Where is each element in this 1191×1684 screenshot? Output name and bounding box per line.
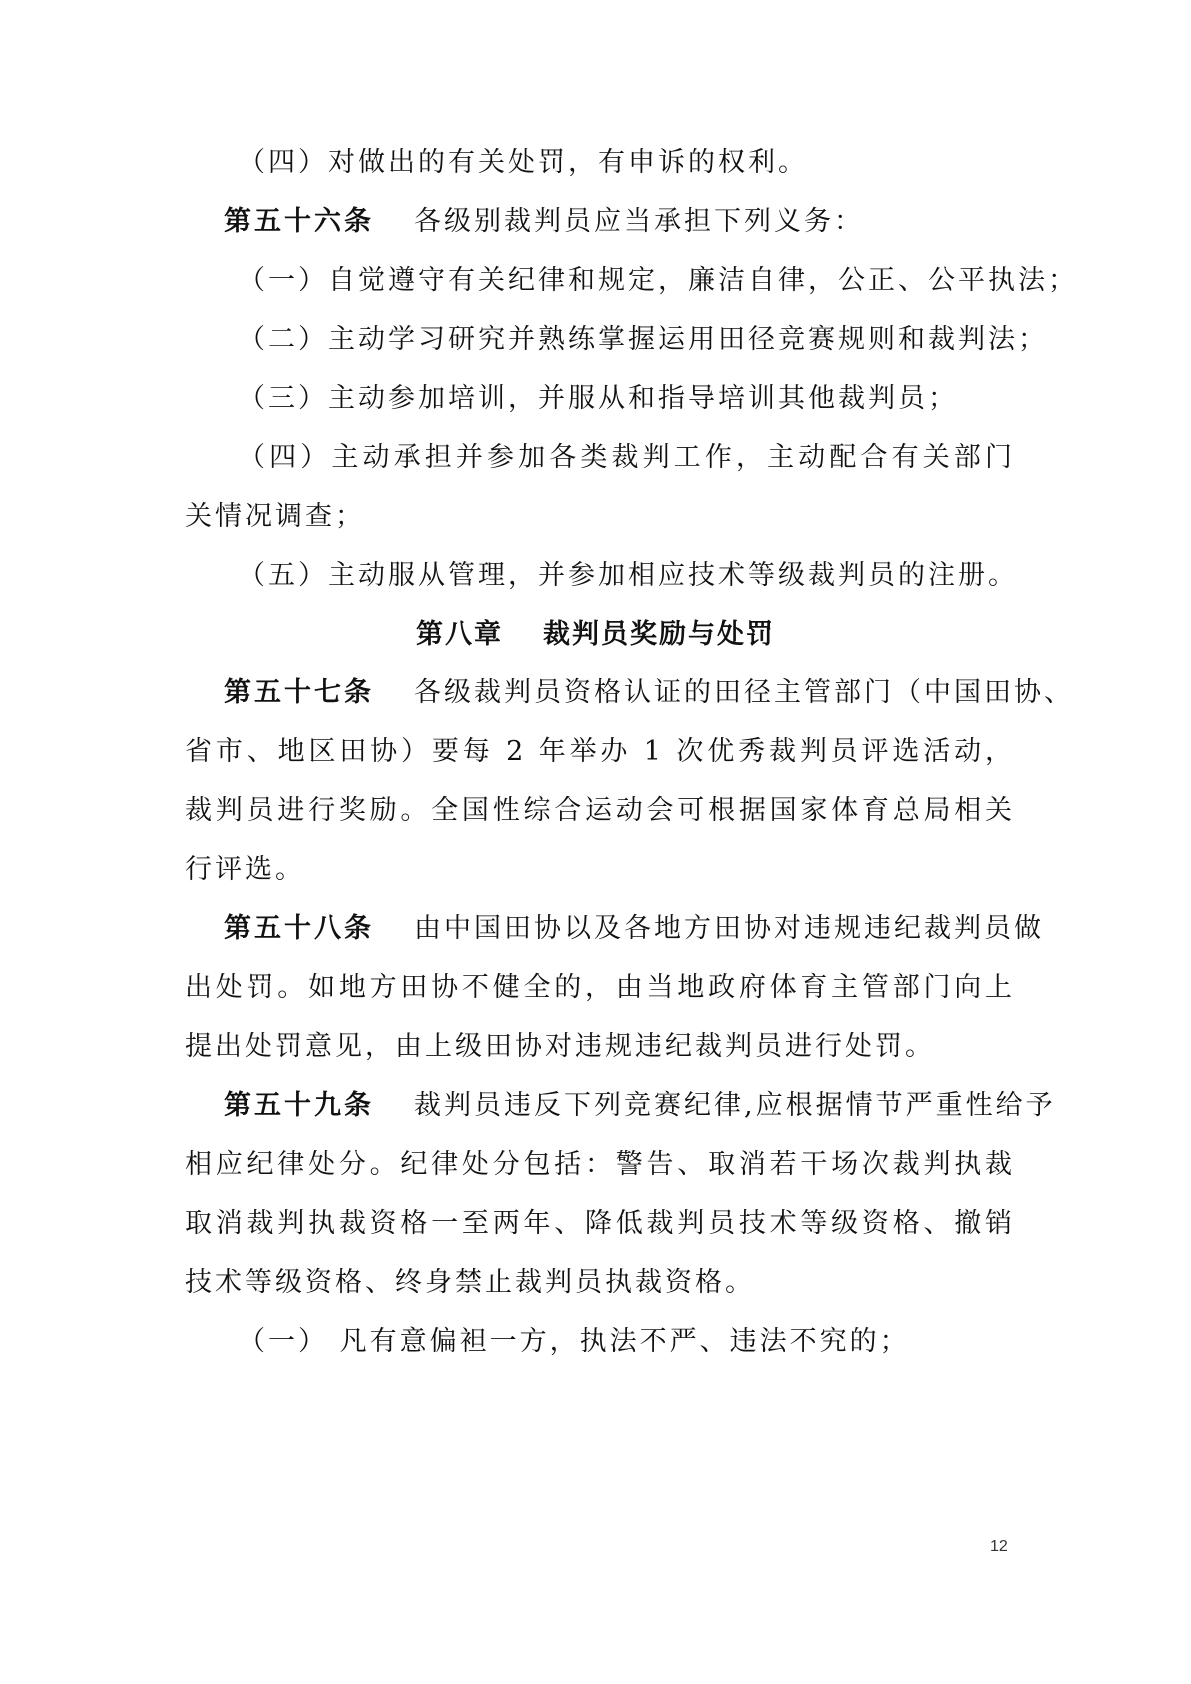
article-label: 第五十六条 <box>224 206 374 237</box>
paragraph-line: 行评选。 <box>185 854 305 885</box>
page-number: 12 <box>990 1538 1008 1555</box>
paragraph-line: 出处罚。如地方田协不健全的，由当地政府体育主管部门向上 <box>185 972 1015 1003</box>
article-text: 裁判员违反下列竞赛纪律,应根据情节严重性给予 <box>414 1090 1056 1121</box>
paragraph-line: （五）主动服从管理，并参加相应技术等级裁判员的注册。 <box>238 560 1018 591</box>
article-text: 各级别裁判员应当承担下列义务： <box>414 206 864 237</box>
article-56 <box>224 202 1015 242</box>
paragraph-line: 裁判员进行奖励。全国性综合运动会可根据国家体育总局相关 <box>185 795 1015 826</box>
paragraph-line: 相应纪律处分。纪律处分包括：警告、取消若干场次裁判执裁 <box>185 1149 1015 1180</box>
article-text: 各级裁判员资格认证的田径主管部门（中国田协、 <box>414 677 1074 708</box>
paragraph-line: 提出处罚意见，由上级田协对违规违纪裁判员进行处罚。 <box>185 1031 935 1062</box>
article-label: 第五十七条 <box>224 677 374 708</box>
chapter-title: 裁判员奖励与处罚 <box>543 619 775 650</box>
chapter-number: 第八章 <box>416 619 503 650</box>
list-item: （一） 凡有意偏袒一方，执法不严、违法不究的； <box>238 1326 910 1357</box>
article-57 <box>224 673 1074 713</box>
paragraph-line: 省市、地区田协）要每 2 年举办 1 次优秀裁判员评选活动， <box>185 736 1015 767</box>
article-58 <box>224 909 1044 949</box>
article-label: 第五十九条 <box>224 1090 374 1121</box>
article-text: 由中国田协以及各地方田协对违规违纪裁判员做 <box>414 913 1044 944</box>
paragraph-line: 关情况调查； <box>185 501 365 532</box>
article-label: 第五十八条 <box>224 913 374 944</box>
paragraph-line: 技术等级资格、终身禁止裁判员执裁资格。 <box>185 1267 755 1298</box>
article-59 <box>224 1086 1056 1126</box>
paragraph-line: （一）自觉遵守有关纪律和规定，廉洁自律，公正、公平执法； <box>238 265 1078 296</box>
paragraph-line: （四）主动承担并参加各类裁判工作，主动配合有关部门 <box>238 442 1015 473</box>
chapter-heading <box>0 615 1191 655</box>
paragraph-line: （三）主动参加培训，并服从和指导培训其他裁判员； <box>238 383 958 414</box>
paragraph-line: （四）对做出的有关处罚，有申诉的权利。 <box>238 147 808 178</box>
paragraph-line: 取消裁判执裁资格一至两年、降低裁判员技术等级资格、撤销 <box>185 1208 1015 1239</box>
paragraph-line: （二）主动学习研究并熟练掌握运用田径竞赛规则和裁判法； <box>238 324 1048 355</box>
